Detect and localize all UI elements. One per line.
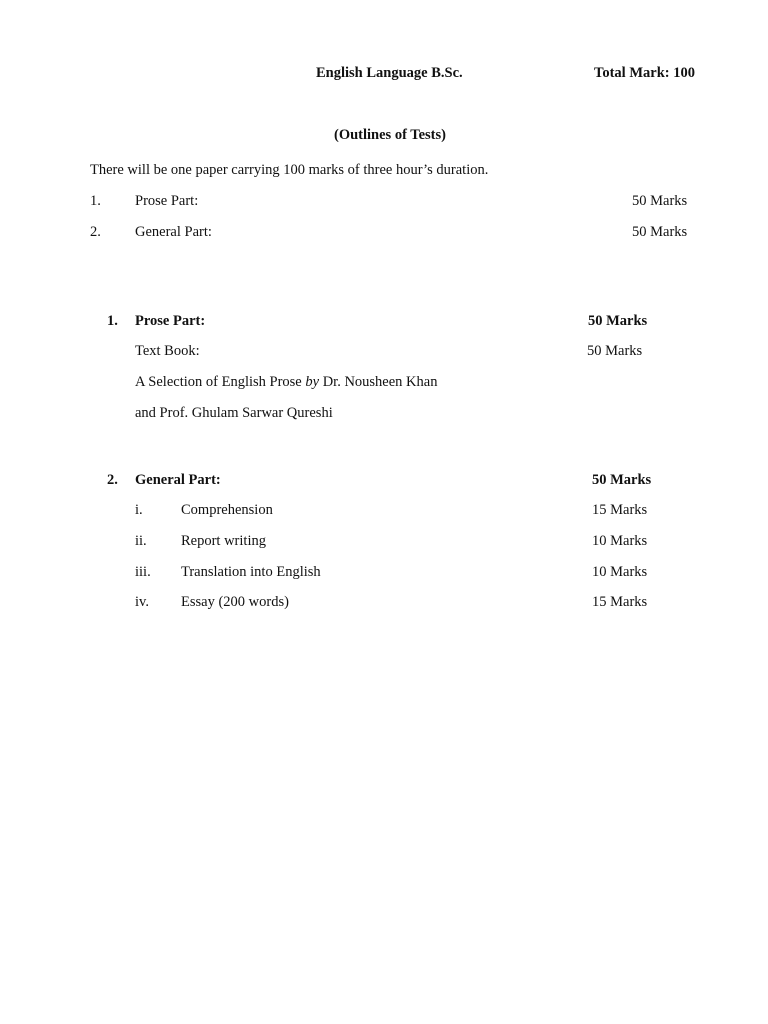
textbook-title-line <box>135 375 437 390</box>
textbook-label: Text Book: <box>135 343 200 359</box>
item-marks: 10 Marks <box>592 533 648 549</box>
section-marks: 50 Marks <box>588 313 648 329</box>
intro-text: There will be one paper carrying 100 marks of three hour’s duration. <box>90 162 489 178</box>
outline-subtitle: (Outlines of Tests) <box>334 127 446 143</box>
summary-label: General Part: <box>135 224 212 240</box>
item-marks: 15 Marks <box>592 594 648 610</box>
item-label: Comprehension <box>181 502 273 518</box>
total-mark: Total Mark: 100 <box>594 65 695 81</box>
item-label: Translation into English <box>181 564 321 580</box>
author-one: Dr. Nousheen Khan <box>319 374 438 390</box>
item-numeral: i. <box>135 502 143 518</box>
section-number: 1. <box>107 313 118 329</box>
summary-label: Prose Part: <box>135 193 199 209</box>
section-heading: General Part: <box>135 472 221 488</box>
item-marks: 15 Marks <box>592 502 648 518</box>
section-marks: 50 Marks <box>592 472 652 488</box>
section-number: 2. <box>107 472 118 488</box>
by-word: by <box>305 374 320 390</box>
summary-marks: 50 Marks <box>632 193 688 209</box>
item-label: Essay (200 words) <box>181 594 289 610</box>
item-numeral: iv. <box>135 594 149 610</box>
document-title: English Language B.Sc. <box>316 65 463 81</box>
summary-number: 1. <box>90 193 101 209</box>
textbook-marks: 50 Marks <box>587 343 643 359</box>
book-title: A Selection of English Prose <box>135 374 306 390</box>
item-numeral: ii. <box>135 533 147 549</box>
section-heading: Prose Part: <box>135 313 206 329</box>
item-numeral: iii. <box>135 564 151 580</box>
item-marks: 10 Marks <box>592 564 648 580</box>
textbook-author-line: and Prof. Ghulam Sarwar Qureshi <box>135 405 333 421</box>
item-label: Report writing <box>181 533 266 549</box>
summary-marks: 50 Marks <box>632 224 688 240</box>
summary-number: 2. <box>90 224 101 240</box>
